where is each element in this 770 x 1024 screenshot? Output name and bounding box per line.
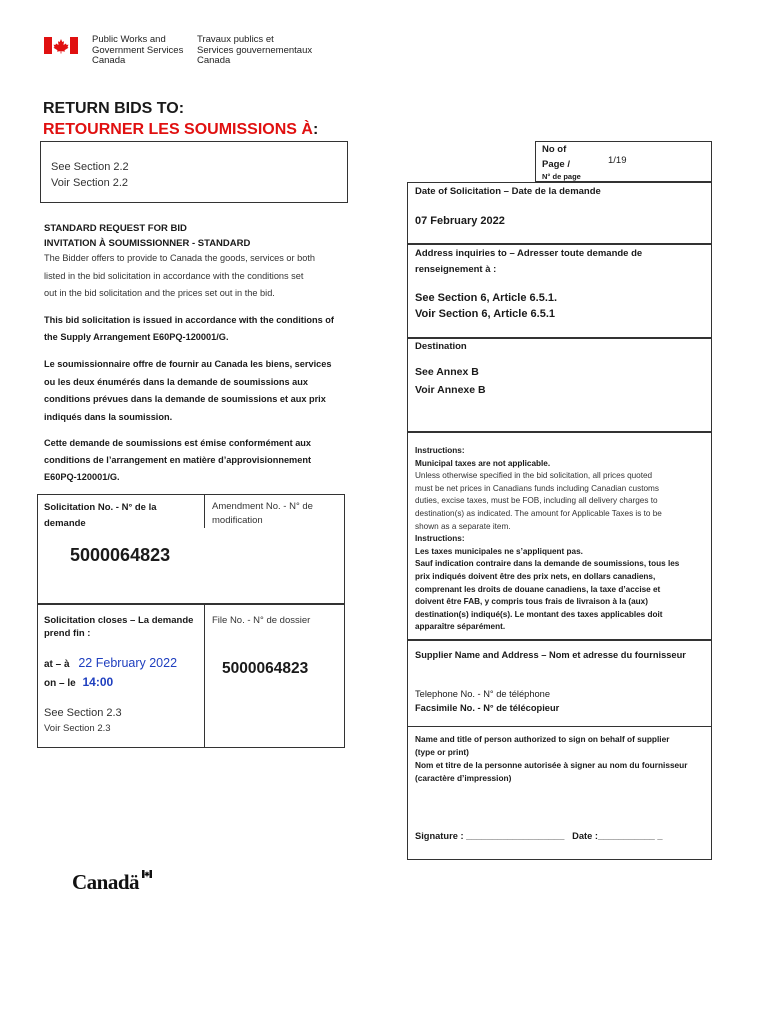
- closes-at-value: 22 February 2022: [78, 656, 178, 670]
- instructions-box: [407, 432, 712, 640]
- instructions-heading-en: Instructions:: [415, 446, 465, 455]
- closes-label: Solicitation closes – La demande prend fin :: [44, 615, 194, 639]
- instructions-body-fr: Sauf indication contraire dans la demande de soumissions, tous les prix indiqués doivent être des prix nets, en dollars canadiens, comprenant les droits de douane canadiens, la taxe d’accise et doivent être FAB, y compris tous frais de livraison à la (aux) destination(s) indiqué(s). Le montant des taxes applicables doit apparaître séparément.: [415, 559, 680, 632]
- supplier-divider: [408, 726, 711, 727]
- page-no-label2: Page /: [542, 159, 570, 170]
- page-no-value: 1/19: [608, 155, 627, 166]
- destination-label: Destination: [415, 341, 467, 352]
- return-bids-line2: Voir Section 2.2: [51, 177, 129, 189]
- standard-request-para3: Le soumissionnaire offre de fournir au Canada les biens, services ou les deux énumérés dans la demande de soumissions aux conditions prévues dans la demande de soumissions et aux prix indiqués dans la soumission.: [44, 359, 332, 422]
- closes-divider: [204, 605, 205, 748]
- canada-wordmark-logo: [72, 870, 158, 894]
- instructions-municipal-en: Municipal taxes are not applicable.: [415, 458, 551, 468]
- solicitation-no-value: 5000064823: [70, 545, 171, 565]
- closes-on-label: on – le: [44, 678, 76, 689]
- return-bids-line1: See Section 2.2: [51, 161, 129, 173]
- standard-request-para4: Cette demande de soumissions est émise conformément aux conditions de l’arrangement en matière d’approvisionnement E60PQ-120001/G.: [44, 438, 312, 482]
- closes-at-row: [44, 656, 177, 670]
- closes-at-label: at – à: [44, 659, 70, 670]
- wordmark-flag-icon: [142, 870, 152, 878]
- telephone-label: Telephone No. - N° de téléphone: [415, 689, 550, 699]
- return-bids-title-en: RETURN BIDS TO:: [43, 100, 185, 117]
- canada-wordmark-text: Canadä: [72, 870, 140, 894]
- address-inquiries-value1: See Section 6, Article 6.5.1.: [415, 292, 558, 304]
- department-name-en: Public Works and Government Services Canada: [92, 34, 184, 66]
- solicitation-number-box: [37, 494, 345, 604]
- department-name-fr: Travaux publics et Services gouvernementaux Canada: [197, 34, 313, 66]
- solicitation-date-box: [407, 182, 712, 244]
- page-no-label3: N° de page: [542, 172, 581, 181]
- instructions-municipal-fr: Les taxes municipales ne s’appliquent pas.: [415, 546, 583, 556]
- address-inquiries-box: [407, 244, 712, 338]
- supplier-label: Supplier Name and Address – Nom et adresse du fournisseur: [415, 650, 686, 660]
- solicitation-no-label: Solicitation No. - N° de la demande: [44, 502, 157, 529]
- page-number-box: [535, 141, 712, 182]
- file-no-value: 5000064823: [222, 660, 309, 677]
- solicitation-date-value: 07 February 2022: [415, 215, 505, 227]
- return-bids-title-fr: [43, 121, 318, 139]
- destination-value2: Voir Annexe B: [415, 384, 486, 396]
- closes-see-fr: Voir Section 2.3: [44, 723, 111, 734]
- address-inquiries-value2: Voir Section 6, Article 6.5.1: [415, 308, 555, 320]
- solicitation-date-label: Date of Solicitation – Date de la demande: [415, 186, 601, 197]
- solicitation-divider: [204, 495, 205, 528]
- standard-request-para2: This bid solicitation is issued in accordance with the conditions of the Supply Arrangement E60PQ-120001/G.: [44, 315, 334, 342]
- file-no-label: File No. - N° de dossier: [212, 615, 311, 626]
- authorized-person-label: Name and title of person authorized to sign on behalf of supplier (type or print) Nom et titre de la personne autorisée à signer au nom du fournisseur (caractère d’impression): [415, 734, 688, 783]
- destination-box: [407, 338, 712, 432]
- canada-flag-icon: [44, 37, 78, 54]
- address-inquiries-label2: renseignement à :: [415, 264, 497, 275]
- instructions-body-en: Unless otherwise specified in the bid solicitation, all prices quoted must be net prices in Canadians funds including Canadian customs duties, excise taxes, must be FOB, including all delivery charges to destination(s) as indicated. The amount for Applicable Taxes is to be shown as a separate item.: [415, 471, 662, 531]
- solicitation-closes-box: [37, 604, 345, 748]
- supplier-box: [407, 640, 712, 860]
- return-bids-colon: :: [312, 121, 319, 138]
- closes-on-value: 14:00: [82, 675, 114, 689]
- standard-request-title: STANDARD REQUEST FOR BID INVITATION À SOUMISSIONNER - STANDARD: [44, 223, 251, 249]
- address-inquiries-label1: Address inquiries to – Adresser toute demande de: [415, 248, 643, 259]
- facsimile-label: Facsimile No. - N° de télécopieur: [415, 703, 560, 713]
- closes-on-row: [44, 675, 113, 689]
- return-bids-title-fr-text: RETOURNER LES SOUMISSIONS À: [43, 121, 313, 138]
- standard-request-para1: The Bidder offers to provide to Canada the goods, services or both listed in the bid solicitation in accordance with the conditions set out in the bid solicitation and the prices set out in the bid.: [44, 253, 316, 298]
- signature-line[interactable]: Signature : ___________________ Date :___________ _: [415, 831, 663, 841]
- destination-value1: See Annex B: [415, 366, 479, 378]
- closes-see-en: See Section 2.3: [44, 707, 122, 719]
- return-bids-box: [40, 141, 348, 203]
- page-no-label1: No of: [542, 144, 567, 155]
- amendment-no-label: Amendment No. - N° de modification: [212, 501, 313, 526]
- instructions-heading-fr: Instructions:: [415, 534, 465, 544]
